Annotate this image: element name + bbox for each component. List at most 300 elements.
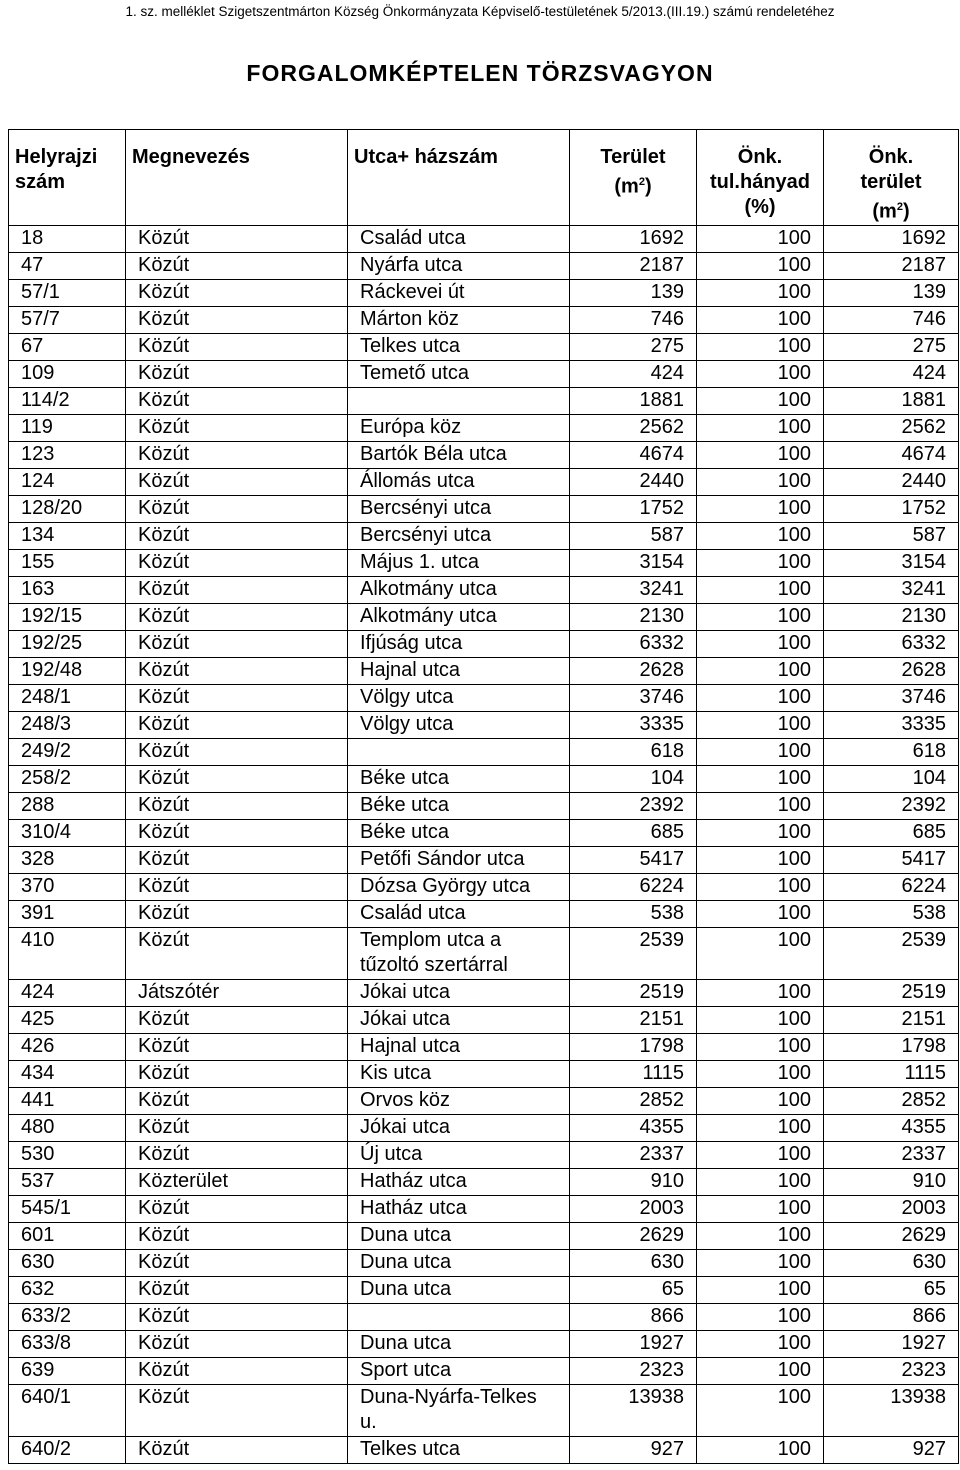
- cell-onk-area: 139: [824, 279, 959, 306]
- cell-area: 3746: [570, 684, 697, 711]
- table-row: [9, 792, 959, 819]
- table-row: [9, 1087, 959, 1114]
- cell-share: 100: [697, 1276, 824, 1303]
- cell-share: 100: [697, 846, 824, 873]
- cell-address: Hajnal utca: [348, 657, 570, 684]
- cell-area: 1115: [570, 1060, 697, 1087]
- cell-name: Közút: [126, 1249, 348, 1276]
- table-row: [9, 1168, 959, 1195]
- table-row: [9, 1006, 959, 1033]
- cell-onk-area: 3746: [824, 684, 959, 711]
- table-row: [9, 900, 959, 927]
- table-row: [9, 1222, 959, 1249]
- cell-share: 100: [697, 468, 824, 495]
- cell-name: Közút: [126, 279, 348, 306]
- cell-name: Közút: [126, 1276, 348, 1303]
- table-row: [9, 252, 959, 279]
- cell-onk-area: 1115: [824, 1060, 959, 1087]
- cell-area: 2392: [570, 792, 697, 819]
- cell-name: Közút: [126, 927, 348, 979]
- cell-address: Bartók Béla utca: [348, 441, 570, 468]
- cell-address: Nyárfa utca: [348, 252, 570, 279]
- cell-share: 100: [697, 441, 824, 468]
- cell-share: 100: [697, 792, 824, 819]
- cell-name: Közút: [126, 1060, 348, 1087]
- cell-share: 100: [697, 603, 824, 630]
- cell-share: 100: [697, 979, 824, 1006]
- cell-onk-area: 2628: [824, 657, 959, 684]
- cell-name: Közút: [126, 360, 348, 387]
- table-row: [9, 387, 959, 414]
- table-row: [9, 333, 959, 360]
- cell-address: Kis utca: [348, 1060, 570, 1087]
- cell-hrsz: 192/15: [9, 603, 126, 630]
- cell-hrsz: 47: [9, 252, 126, 279]
- cell-share: 100: [697, 1249, 824, 1276]
- cell-share: 100: [697, 684, 824, 711]
- cell-area: 2852: [570, 1087, 697, 1114]
- cell-share: 100: [697, 387, 824, 414]
- cell-hrsz: 630: [9, 1249, 126, 1276]
- table-header-row: [9, 130, 959, 226]
- cell-name: Közút: [126, 1087, 348, 1114]
- header-share: [697, 130, 824, 226]
- cell-hrsz: 155: [9, 549, 126, 576]
- cell-onk-area: 275: [824, 333, 959, 360]
- cell-share: 100: [697, 711, 824, 738]
- cell-onk-area: 2539: [824, 927, 959, 979]
- table-row: [9, 979, 959, 1006]
- cell-share: 100: [697, 1303, 824, 1330]
- cell-name: Közút: [126, 1006, 348, 1033]
- cell-area: 1752: [570, 495, 697, 522]
- cell-name: Közút: [126, 819, 348, 846]
- cell-onk-area: 3241: [824, 576, 959, 603]
- table-row: [9, 1276, 959, 1303]
- cell-hrsz: 124: [9, 468, 126, 495]
- cell-name: Közút: [126, 414, 348, 441]
- cell-name: Közút: [126, 765, 348, 792]
- cell-onk-area: 866: [824, 1303, 959, 1330]
- table-row: [9, 603, 959, 630]
- cell-share: 100: [697, 1195, 824, 1222]
- cell-share: 100: [697, 1168, 824, 1195]
- table-row: [9, 1195, 959, 1222]
- cell-share: 100: [697, 333, 824, 360]
- cell-area: 5417: [570, 846, 697, 873]
- cell-address: Temető utca: [348, 360, 570, 387]
- cell-onk-area: 3154: [824, 549, 959, 576]
- cell-area: 1798: [570, 1033, 697, 1060]
- cell-onk-area: 2519: [824, 979, 959, 1006]
- cell-share: 100: [697, 1330, 824, 1357]
- cell-onk-area: 2323: [824, 1357, 959, 1384]
- cell-address: Bercsényi utca: [348, 495, 570, 522]
- cell-hrsz: 537: [9, 1168, 126, 1195]
- cell-hrsz: 128/20: [9, 495, 126, 522]
- cell-address: Telkes utca: [348, 333, 570, 360]
- cell-address: Állomás utca: [348, 468, 570, 495]
- cell-share: 100: [697, 1087, 824, 1114]
- cell-onk-area: 4674: [824, 441, 959, 468]
- cell-area: 13938: [570, 1384, 697, 1436]
- cell-hrsz: 633/8: [9, 1330, 126, 1357]
- cell-name: Közút: [126, 738, 348, 765]
- asset-table: [8, 129, 959, 1464]
- table-row: [9, 1141, 959, 1168]
- cell-onk-area: 2392: [824, 792, 959, 819]
- cell-onk-area: 2130: [824, 603, 959, 630]
- header-onk-area-line1: Önk.: [868, 146, 914, 168]
- cell-onk-area: 587: [824, 522, 959, 549]
- cell-hrsz: 119: [9, 414, 126, 441]
- cell-share: 100: [697, 873, 824, 900]
- header-area-close: ): [644, 175, 652, 198]
- header-hrsz-line2: szám: [15, 171, 66, 193]
- cell-hrsz: 545/1: [9, 1195, 126, 1222]
- cell-area: 2003: [570, 1195, 697, 1222]
- cell-area: 2151: [570, 1006, 697, 1033]
- cell-share: 100: [697, 360, 824, 387]
- cell-hrsz: 410: [9, 927, 126, 979]
- cell-area: 6224: [570, 873, 697, 900]
- cell-name: Közút: [126, 576, 348, 603]
- cell-name: Közút: [126, 684, 348, 711]
- cell-hrsz: 163: [9, 576, 126, 603]
- cell-address: Béke utca: [348, 765, 570, 792]
- cell-area: 4674: [570, 441, 697, 468]
- header-share-line3: (%): [744, 196, 776, 218]
- header-area-line1: Terület: [600, 146, 666, 168]
- table-row: [9, 1384, 959, 1436]
- cell-name: Közút: [126, 711, 348, 738]
- cell-area: 685: [570, 819, 697, 846]
- cell-address: Béke utca: [348, 792, 570, 819]
- cell-address: [348, 1303, 570, 1330]
- cell-name: Közút: [126, 1436, 348, 1463]
- cell-onk-area: 3335: [824, 711, 959, 738]
- cell-area: 927: [570, 1436, 697, 1463]
- cell-address: Család utca: [348, 900, 570, 927]
- header-address: Utca+ házszám: [348, 130, 570, 226]
- cell-name: Közút: [126, 1033, 348, 1060]
- cell-address: Május 1. utca: [348, 549, 570, 576]
- cell-hrsz: 639: [9, 1357, 126, 1384]
- cell-name: Közút: [126, 1357, 348, 1384]
- table-row: [9, 360, 959, 387]
- cell-hrsz: 441: [9, 1087, 126, 1114]
- cell-name: Közút: [126, 630, 348, 657]
- cell-name: Közút: [126, 522, 348, 549]
- cell-address: Sport utca: [348, 1357, 570, 1384]
- table-row: [9, 1436, 959, 1463]
- cell-address: Alkotmány utca: [348, 576, 570, 603]
- cell-share: 100: [697, 630, 824, 657]
- cell-address: Duna utca: [348, 1249, 570, 1276]
- cell-area: 2187: [570, 252, 697, 279]
- cell-onk-area: 685: [824, 819, 959, 846]
- cell-hrsz: 258/2: [9, 765, 126, 792]
- cell-name: Közút: [126, 792, 348, 819]
- cell-address: Hatház utca: [348, 1168, 570, 1195]
- cell-onk-area: 2852: [824, 1087, 959, 1114]
- header-onk-area-unit: (m: [872, 200, 897, 223]
- table-row: [9, 414, 959, 441]
- cell-name: Közút: [126, 495, 348, 522]
- cell-name: Közút: [126, 603, 348, 630]
- cell-onk-area: 2337: [824, 1141, 959, 1168]
- cell-address: Ráckevei út: [348, 279, 570, 306]
- cell-onk-area: 424: [824, 360, 959, 387]
- cell-address: Jókai utca: [348, 1114, 570, 1141]
- cell-area: 618: [570, 738, 697, 765]
- header-onk-area-sup: 2: [896, 201, 903, 213]
- cell-area: 275: [570, 333, 697, 360]
- header-share-line1: Önk.: [737, 146, 783, 168]
- cell-onk-area: 746: [824, 306, 959, 333]
- cell-hrsz: 601: [9, 1222, 126, 1249]
- cell-hrsz: 640/1: [9, 1384, 126, 1436]
- cell-address: Völgy utca: [348, 711, 570, 738]
- header-area-sup: 2: [638, 176, 645, 188]
- cell-area: 1927: [570, 1330, 697, 1357]
- cell-hrsz: 328: [9, 846, 126, 873]
- cell-hrsz: 18: [9, 225, 126, 252]
- cell-name: Közút: [126, 333, 348, 360]
- cell-onk-area: 2003: [824, 1195, 959, 1222]
- table-row: [9, 738, 959, 765]
- cell-hrsz: 192/25: [9, 630, 126, 657]
- cell-name: Közterület: [126, 1168, 348, 1195]
- cell-hrsz: 391: [9, 900, 126, 927]
- header-onk-area-line2: terület: [860, 171, 922, 193]
- cell-share: 100: [697, 252, 824, 279]
- cell-share: 100: [697, 1384, 824, 1436]
- cell-share: 100: [697, 279, 824, 306]
- cell-address: Hajnal utca: [348, 1033, 570, 1060]
- cell-onk-area: 1798: [824, 1033, 959, 1060]
- cell-address: Bercsényi utca: [348, 522, 570, 549]
- cell-area: 2337: [570, 1141, 697, 1168]
- cell-address: Völgy utca: [348, 684, 570, 711]
- cell-area: 2539: [570, 927, 697, 979]
- table-row: [9, 711, 959, 738]
- cell-hrsz: 434: [9, 1060, 126, 1087]
- cell-hrsz: 425: [9, 1006, 126, 1033]
- table-row: [9, 1060, 959, 1087]
- cell-share: 100: [697, 1436, 824, 1463]
- cell-name: Közút: [126, 1195, 348, 1222]
- cell-address: Duna-Nyárfa-Telkes u.: [348, 1384, 570, 1436]
- cell-hrsz: 248/1: [9, 684, 126, 711]
- cell-address: Duna utca: [348, 1276, 570, 1303]
- cell-name: Közút: [126, 1384, 348, 1436]
- table-row: [9, 819, 959, 846]
- cell-hrsz: 640/2: [9, 1436, 126, 1463]
- table-body: [9, 225, 959, 1463]
- cell-onk-area: 538: [824, 900, 959, 927]
- cell-onk-area: 2187: [824, 252, 959, 279]
- cell-hrsz: 530: [9, 1141, 126, 1168]
- cell-area: 866: [570, 1303, 697, 1330]
- cell-hrsz: 109: [9, 360, 126, 387]
- cell-name: Közút: [126, 846, 348, 873]
- header-onk-area: [824, 130, 959, 226]
- cell-area: 4355: [570, 1114, 697, 1141]
- document-caption: 1. sz. melléklet Szigetszentmárton Község Önkormányzata Képviselő-testületének 5/2013.(III.19.) számú rendeletéhez: [125, 4, 835, 19]
- cell-hrsz: 67: [9, 333, 126, 360]
- cell-name: Közút: [126, 900, 348, 927]
- cell-address: Márton köz: [348, 306, 570, 333]
- cell-share: 100: [697, 657, 824, 684]
- cell-share: 100: [697, 225, 824, 252]
- header-area: [570, 130, 697, 226]
- cell-address: Hatház utca: [348, 1195, 570, 1222]
- cell-area: 2519: [570, 979, 697, 1006]
- cell-area: 746: [570, 306, 697, 333]
- cell-area: 139: [570, 279, 697, 306]
- cell-onk-area: 618: [824, 738, 959, 765]
- table-row: [9, 1330, 959, 1357]
- table-row: [9, 927, 959, 979]
- header-hrsz: [9, 130, 126, 226]
- page-title: FORGALOMKÉPTELEN TÖRZSVAGYON: [246, 60, 714, 86]
- cell-hrsz: 424: [9, 979, 126, 1006]
- cell-area: 3335: [570, 711, 697, 738]
- table-row: [9, 306, 959, 333]
- cell-name: Közút: [126, 1222, 348, 1249]
- cell-onk-area: 630: [824, 1249, 959, 1276]
- cell-name: Közút: [126, 1114, 348, 1141]
- cell-share: 100: [697, 549, 824, 576]
- cell-share: 100: [697, 1114, 824, 1141]
- cell-address: Duna utca: [348, 1222, 570, 1249]
- cell-onk-area: 2629: [824, 1222, 959, 1249]
- table-row: [9, 873, 959, 900]
- cell-onk-area: 927: [824, 1436, 959, 1463]
- cell-name: Közút: [126, 1141, 348, 1168]
- cell-hrsz: 426: [9, 1033, 126, 1060]
- header-onk-area-close: ): [902, 200, 910, 223]
- table-row: [9, 1249, 959, 1276]
- cell-address: Béke utca: [348, 819, 570, 846]
- cell-address: [348, 387, 570, 414]
- cell-hrsz: 288: [9, 792, 126, 819]
- cell-address: Orvos köz: [348, 1087, 570, 1114]
- cell-hrsz: 310/4: [9, 819, 126, 846]
- cell-share: 100: [697, 1060, 824, 1087]
- cell-area: 3154: [570, 549, 697, 576]
- cell-area: 630: [570, 1249, 697, 1276]
- cell-onk-area: 2562: [824, 414, 959, 441]
- cell-area: 3241: [570, 576, 697, 603]
- cell-hrsz: 57/7: [9, 306, 126, 333]
- table-row: [9, 657, 959, 684]
- cell-area: 2130: [570, 603, 697, 630]
- cell-area: 2562: [570, 414, 697, 441]
- table-row: [9, 1303, 959, 1330]
- cell-onk-area: 6224: [824, 873, 959, 900]
- cell-name: Közút: [126, 657, 348, 684]
- header-area-unit: (m: [614, 175, 639, 198]
- cell-share: 100: [697, 1357, 824, 1384]
- cell-name: Közút: [126, 225, 348, 252]
- cell-area: 538: [570, 900, 697, 927]
- cell-area: 1881: [570, 387, 697, 414]
- table-row: [9, 279, 959, 306]
- header-name: Megnevezés: [126, 130, 348, 226]
- cell-address: Ifjúság utca: [348, 630, 570, 657]
- cell-address: Jókai utca: [348, 979, 570, 1006]
- cell-share: 100: [697, 738, 824, 765]
- cell-hrsz: 123: [9, 441, 126, 468]
- cell-onk-area: 13938: [824, 1384, 959, 1436]
- cell-area: 2323: [570, 1357, 697, 1384]
- cell-address: Család utca: [348, 225, 570, 252]
- cell-share: 100: [697, 1006, 824, 1033]
- table-row: [9, 522, 959, 549]
- cell-name: Közút: [126, 1303, 348, 1330]
- table-row: [9, 684, 959, 711]
- cell-area: 587: [570, 522, 697, 549]
- cell-share: 100: [697, 819, 824, 846]
- table-row: [9, 441, 959, 468]
- cell-address: Templom utca a tűzoltó szertárral: [348, 927, 570, 979]
- cell-name: Közút: [126, 441, 348, 468]
- cell-area: 910: [570, 1168, 697, 1195]
- cell-hrsz: 249/2: [9, 738, 126, 765]
- table-row: [9, 225, 959, 252]
- cell-name: Közút: [126, 873, 348, 900]
- cell-area: 65: [570, 1276, 697, 1303]
- cell-address: Dózsa György utca: [348, 873, 570, 900]
- cell-area: 6332: [570, 630, 697, 657]
- cell-address: Petőfi Sándor utca: [348, 846, 570, 873]
- table-row: [9, 495, 959, 522]
- header-hrsz-line1: Helyrajzi: [15, 146, 98, 168]
- cell-area: 2628: [570, 657, 697, 684]
- cell-onk-area: 4355: [824, 1114, 959, 1141]
- cell-address: Telkes utca: [348, 1436, 570, 1463]
- cell-onk-area: 1927: [824, 1330, 959, 1357]
- cell-address: Európa köz: [348, 414, 570, 441]
- cell-hrsz: 248/3: [9, 711, 126, 738]
- table-row: [9, 468, 959, 495]
- table-row: [9, 576, 959, 603]
- cell-address: Alkotmány utca: [348, 603, 570, 630]
- cell-hrsz: 480: [9, 1114, 126, 1141]
- cell-share: 100: [697, 765, 824, 792]
- table-row: [9, 846, 959, 873]
- cell-onk-area: 6332: [824, 630, 959, 657]
- cell-onk-area: 5417: [824, 846, 959, 873]
- cell-share: 100: [697, 495, 824, 522]
- cell-hrsz: 632: [9, 1276, 126, 1303]
- cell-name: Közút: [126, 306, 348, 333]
- cell-share: 100: [697, 306, 824, 333]
- table-row: [9, 1357, 959, 1384]
- cell-share: 100: [697, 1033, 824, 1060]
- cell-onk-area: 2440: [824, 468, 959, 495]
- cell-share: 100: [697, 1222, 824, 1249]
- cell-share: 100: [697, 1141, 824, 1168]
- cell-hrsz: 370: [9, 873, 126, 900]
- cell-share: 100: [697, 900, 824, 927]
- cell-area: 2629: [570, 1222, 697, 1249]
- cell-name: Közút: [126, 468, 348, 495]
- cell-hrsz: 57/1: [9, 279, 126, 306]
- cell-onk-area: 1881: [824, 387, 959, 414]
